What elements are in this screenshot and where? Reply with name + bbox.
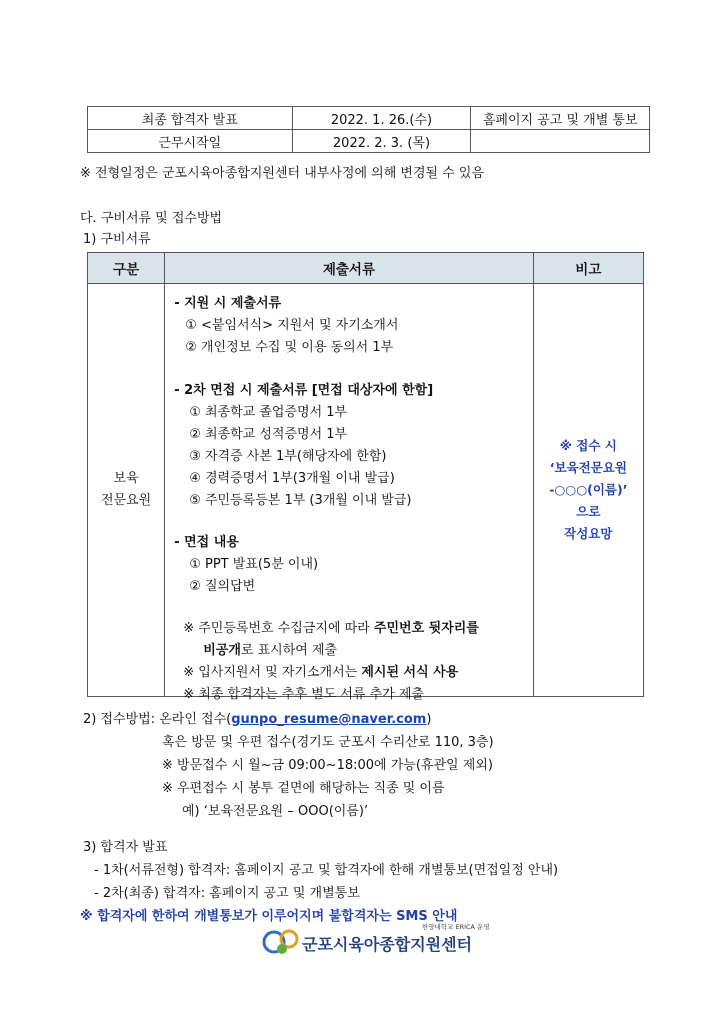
logo-name: 군포시육아종합지원센터 (302, 935, 473, 954)
content-item: ② 질의답변 (189, 579, 256, 594)
schedule-date: 2022. 2. 3. (목) (292, 130, 471, 153)
interview-item: ⑤ 주민등록등본 1부 (3개월 이내 발급) (189, 493, 412, 508)
remarks-cell (533, 284, 643, 697)
logo-subtitle: 한양대학교 ERICA 운영 (422, 923, 490, 931)
header-documents: 제출서류 (165, 253, 533, 284)
apply-title: - 지원 시 제출서류 (174, 296, 282, 311)
method-close: ) (426, 712, 432, 727)
category-line: 전문요원 (100, 493, 152, 508)
table-header-row (88, 253, 644, 284)
section-title: 다. 구비서류 및 접수방법 (80, 211, 223, 226)
schedule-date: 2022. 1. 26.(수) (292, 107, 471, 130)
category-cell (88, 284, 165, 697)
results-notice: ※ 합격자에 한하여 개별통보가 이루어지며 불합격자는 SMS 안내 (80, 909, 458, 924)
results-line: - 1차(서류전형) 합격자: 홈페이지 공고 및 합격자에 한해 개별통보(면접일정 안내) (94, 863, 559, 878)
results-line: - 2차(최종) 합격자: 홈페이지 공고 및 개별통보 (94, 886, 360, 901)
category-line: 보육 (113, 471, 139, 486)
logo-icon (262, 926, 302, 956)
schedule-notice: ※ 전형일정은 군포시육아종합지원센터 내부사정에 의해 변경될 수 있음 (80, 166, 485, 181)
remark-line: -○○○(이름)’ (549, 482, 628, 497)
note-line: ※ 최종 합격자는 추후 별도 서류 추가 제출 (183, 687, 424, 702)
interview-item: ① 최종학교 졸업증명서 1부 (189, 405, 348, 420)
remark-line: ‘보육전문요원 (549, 460, 627, 475)
content-title: - 면접 내용 (174, 535, 239, 550)
schedule-note (471, 130, 650, 153)
note-bold: 제시된 서식 사용 (361, 665, 459, 680)
subsection-title: 1) 구비서류 (83, 232, 151, 247)
content-item: ① PPT 발표(5분 이내) (189, 557, 319, 572)
note-line (203, 639, 337, 658)
schedule-note: 홈페이지 공고 및 개별 통보 (471, 107, 650, 130)
apply-item: ② 개인정보 수집 및 이용 동의서 1부 (185, 340, 394, 355)
remark-line: ※ 접수 시 (559, 438, 617, 453)
note-bold: 비공개 (203, 643, 241, 658)
table-row (88, 284, 644, 697)
header-remarks: 비고 (533, 253, 643, 284)
table-row (88, 130, 650, 153)
email-link[interactable]: gunpo_resume@naver.com (231, 712, 427, 727)
method-line (83, 708, 431, 727)
interview-item: ② 최종학교 성적증명서 1부 (189, 427, 348, 442)
interview-item: ③ 자격증 사본 1부(해당자에 한함) (189, 449, 387, 464)
schedule-item: 최종 합격자 발표 (88, 107, 293, 130)
table-row (88, 107, 650, 130)
schedule-item: 근무시작일 (88, 130, 293, 153)
header-category: 구분 (88, 253, 165, 284)
apply-item: ① <붙임서식> 지원서 및 자기소개서 (185, 318, 399, 333)
interview-title: - 2차 면접 시 제출서류 [면접 대상자에 한함] (174, 383, 434, 398)
note-text: ※ 입사지원서 및 자기소개서는 (183, 665, 362, 680)
interview-item: ④ 경력증명서 1부(3개월 이내 발급) (189, 471, 395, 486)
method-label: 2) 접수방법: 온라인 접수( (83, 712, 232, 727)
results-title: 3) 합격자 발표 (83, 840, 168, 855)
remark-line: 작성요망 (564, 526, 613, 541)
documents-table (87, 252, 644, 702)
note-bold: 주민번호 뒷자리를 (373, 621, 479, 636)
method-line: 예) ‘보육전문요원 – OOO(이름)’ (182, 804, 369, 819)
method-line: 혹은 방문 및 우편 접수(경기도 군포시 수리산로 110, 3층) (162, 735, 494, 750)
method-line: ※ 방문접수 시 월~금 09:00~18:00에 가능(휴관일 제외) (162, 758, 493, 773)
remark-line: 으로 (576, 504, 601, 519)
schedule-table (87, 106, 650, 153)
note-text: 로 표시하여 제출 (240, 643, 338, 658)
method-line: ※ 우편접수 시 봉투 겉면에 해당하는 직종 및 이름 (162, 781, 445, 796)
note-line (183, 617, 479, 636)
note-text: ※ 주민등록번호 수집금지에 따라 (183, 621, 374, 636)
documents-cell (165, 284, 533, 702)
note-line (183, 661, 458, 680)
